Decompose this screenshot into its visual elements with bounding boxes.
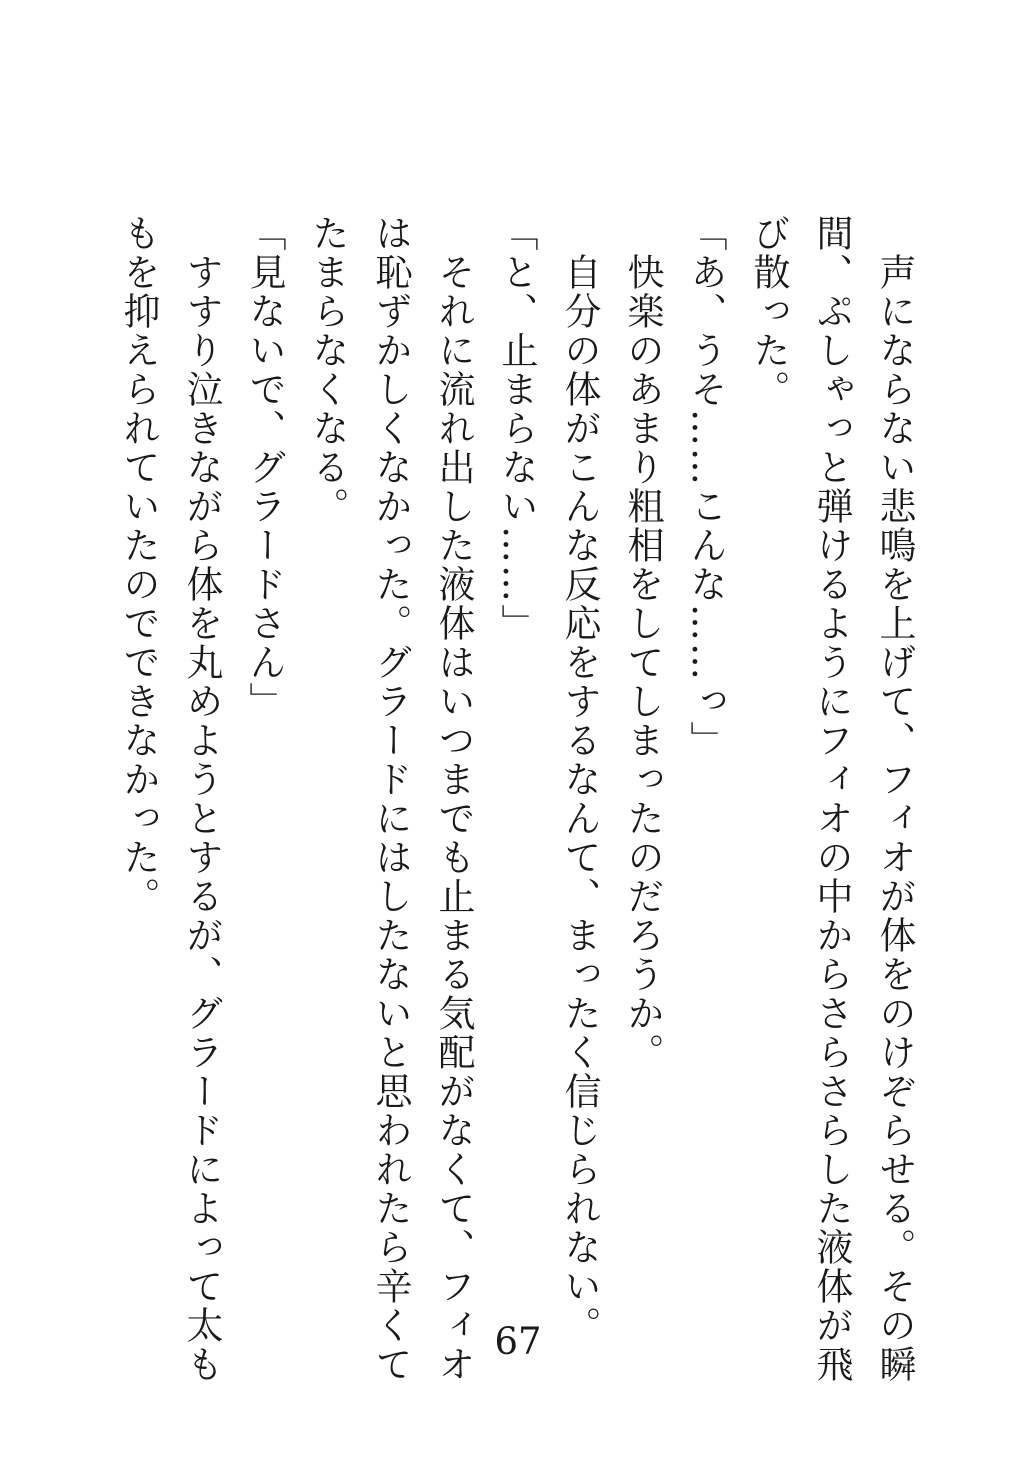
text-line: 快楽のあまり粗相をしてしまったのだろうか。 — [621, 214, 664, 1072]
text-line: 「見ないで、グラードさん」 — [243, 214, 286, 721]
text-line: 声にならない悲鳴を上げて、フィオが体をのけぞらせる。その瞬 — [873, 214, 916, 1384]
text-line: は恥ずかしくなかった。グラードにはしたないと思われたら辛くて — [369, 214, 412, 1384]
text-line: もを抑えられていたのでできなかった。 — [117, 214, 160, 916]
text-line: 自分の体がこんな反応をするなんて、まったく信じられない。 — [558, 214, 601, 1345]
text-line: たまらなくなる。 — [306, 214, 349, 526]
text-line: 「あ、うそ……こんな……っ」 — [684, 214, 727, 760]
page-number: 67 — [494, 1320, 542, 1363]
text-line: 「と、止まらない……」 — [495, 214, 538, 643]
text-line: 間、ぷしゃっと弾けるようにフィオの中からさらさらした液体が飛 — [810, 214, 853, 1384]
text-line: すすり泣きながら体を丸めようとするが、グラードによって太も — [180, 214, 223, 1384]
text-line: それに流れ出した液体はいつまでも止まる気配がなくて、フィオ — [432, 214, 475, 1384]
text-line: び散った。 — [747, 214, 790, 409]
